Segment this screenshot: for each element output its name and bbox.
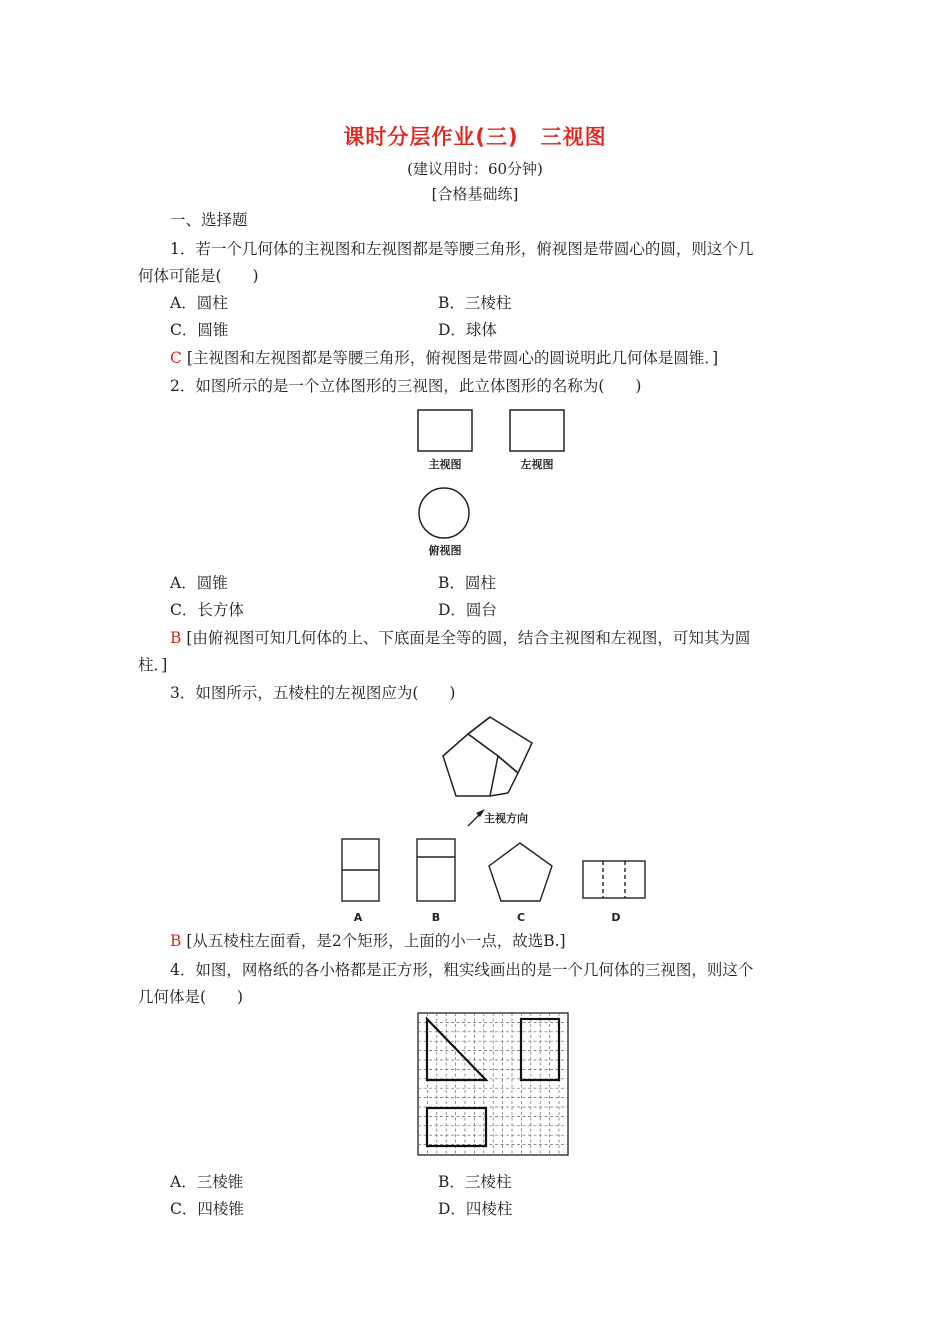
q2-answer-line [170, 626, 750, 648]
q3-pentagonal-prism [443, 717, 532, 796]
q1-stem-line2: 何体可能是( ) [138, 267, 259, 285]
q2-top-view-circle [419, 488, 469, 538]
q1-explanation: [主视图和左视图都是等腰三角形，俯视图是带圆心的圆说明此几何体是圆锥．] [186, 349, 719, 367]
q2-top-view-label: 俯视图 [428, 544, 462, 557]
q1-option-c: C．圆锥 [170, 321, 229, 339]
q2-option-d: D．圆台 [438, 601, 497, 619]
q4-grid-figure [415, 1010, 571, 1158]
q2-stem: 2．如图所示的是一个立体图形的三视图，此立体图形的名称为( ) [170, 377, 642, 395]
q3-label-a: A [353, 911, 363, 924]
q2-front-view-label: 主视图 [428, 458, 462, 471]
q1-option-d: D．球体 [438, 321, 497, 339]
q3-label-c: C [516, 911, 526, 924]
q1-option-a: A．圆柱 [170, 294, 228, 312]
q2-left-view-rect [510, 410, 564, 451]
q3-figure [320, 705, 660, 930]
q3-answer: B [170, 932, 182, 950]
q2-three-view-figure [405, 405, 580, 565]
q4-stem-line1: 4．如图，网格纸的各小格都是正方形，粗实线画出的是一个几何体的三视图，则这个 [170, 961, 754, 979]
section-tag: [合格基础练] [431, 185, 519, 203]
q4-stem-line2: 几何体是( ) [138, 988, 244, 1006]
q3-stem: 3．如图所示，五棱柱的左视图应为( ) [170, 684, 456, 702]
suggested-time: (建议用时：60分钟) [407, 160, 543, 178]
q1-option-b: B．三棱柱 [438, 294, 512, 312]
q2-left-view-label: 左视图 [520, 458, 554, 471]
q2-option-c: C．长方体 [170, 601, 244, 619]
q2-explanation-line1: [由俯视图可知几何体的上、下底面是全等的圆，结合主视图和左视图，可知其为圆 [186, 629, 751, 647]
q3-label-d: D [611, 911, 621, 924]
q3-answer-line [170, 929, 566, 951]
q3-direction-label: 主视方向 [484, 812, 528, 825]
section-heading: 一、选择题 [170, 211, 248, 229]
q2-front-view-rect [418, 410, 472, 451]
q3-option-c-shape [489, 843, 552, 901]
q4-option-c: C．四棱锥 [170, 1200, 244, 1218]
q2-option-a: A．圆锥 [170, 574, 228, 592]
q2-option-b: B．圆柱 [438, 574, 496, 592]
q3-option-b-shape [417, 839, 455, 901]
q3-option-a-shape [342, 839, 379, 901]
q3-option-d-shape [583, 861, 645, 898]
page-title: 课时分层作业(三) 三视图 [343, 125, 607, 149]
q4-option-b: B．三棱柱 [438, 1173, 512, 1191]
q2-answer: B [170, 629, 182, 647]
q3-label-b: B [431, 911, 441, 924]
q4-option-a: A．三棱锥 [170, 1173, 244, 1191]
q1-stem-line1: 1．若一个几何体的主视图和左视图都是等腰三角形，俯视图是带圆心的圆，则这个几 [170, 240, 754, 258]
q2-explanation-line2: 柱．] [138, 656, 168, 674]
q1-answer-line [170, 346, 718, 368]
q1-answer: C [170, 349, 182, 367]
q4-option-d: D．四棱柱 [438, 1200, 513, 1218]
q3-explanation: [从五棱柱左面看，是2个矩形，上面的小一点，故选B.] [186, 932, 566, 950]
